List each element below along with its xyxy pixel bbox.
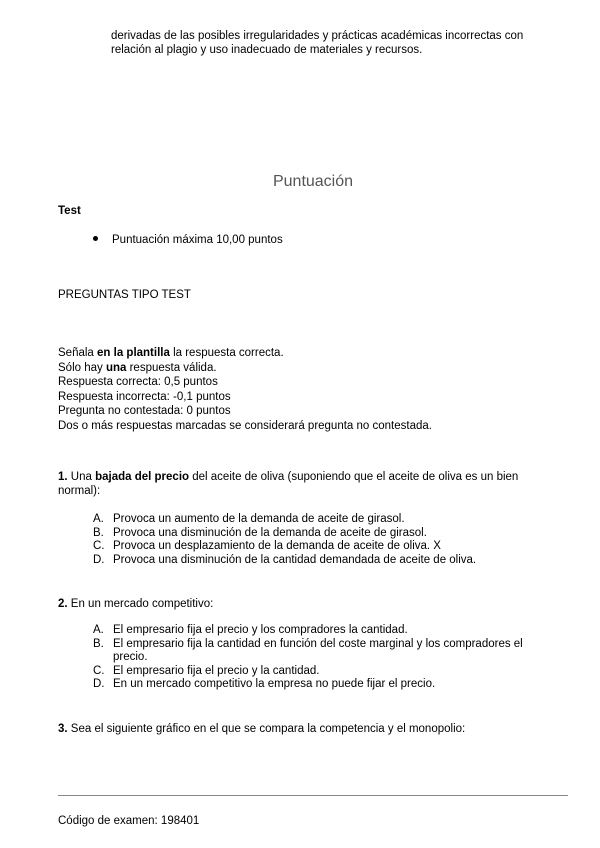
- instruction-line: Sólo hay una respuesta válida.: [58, 361, 217, 374]
- option-c: C. El empresario fija el precio y la cantidad.: [93, 664, 320, 677]
- question-3: 3. Sea el siguiente gráfico en el que se compara la competencia y el monopolio:: [58, 723, 466, 735]
- emphasis: una: [105, 361, 127, 374]
- questions-subheading: PREGUNTAS TIPO TEST: [58, 289, 191, 301]
- option-a: A. Provoca un aumento de la demanda de aceite de girasol.: [93, 513, 405, 525]
- emphasis: bajada del precio: [95, 471, 190, 483]
- emphasis: en la plantilla: [97, 347, 170, 359]
- instruction-line: Respuesta incorrecta: -0,1 puntos: [58, 390, 231, 403]
- option-d: D. Provoca una disminución de la cantidad demandada de aceite de oliva.: [93, 553, 477, 566]
- option-d: D. En un mercado competitivo la empresa no puede fijar el precio.: [93, 678, 436, 691]
- option-a: A. El empresario fija el precio y los compradores la cantidad.: [93, 624, 408, 636]
- max-score-text: Puntuación máxima 10,00 puntos: [112, 234, 283, 246]
- bullet-icon: [93, 236, 98, 241]
- instructions: [58, 346, 578, 434]
- question-1: 1. Una bajada del precio del aceite de oliva (suponiendo que el aceite de oliva es un bien normal):: [58, 471, 519, 497]
- instruction-line: Señala en la plantilla la respuesta correcta.: [58, 347, 284, 359]
- footer-divider: [58, 795, 568, 796]
- instruction-line: Dos o más respuestas marcadas se considerará pregunta no contestada.: [58, 419, 432, 432]
- question-number: 2.: [58, 598, 68, 610]
- max-score-item: [93, 234, 283, 246]
- option-b: B. El empresario fija la cantidad en función del coste marginal y los compradores el precio.: [93, 637, 523, 664]
- option-b: B. Provoca una disminución de la demanda de aceite de girasol.: [93, 526, 427, 539]
- exam-code: Código de examen: 198401: [58, 815, 200, 827]
- question-2: 2. En un mercado competitivo:: [58, 598, 214, 610]
- section-title: Puntuación: [272, 173, 354, 190]
- question-1-options: [93, 513, 558, 567]
- question-number: 1.: [58, 471, 68, 483]
- instruction-line: Pregunta no contestada: 0 puntos: [58, 405, 231, 418]
- option-c: C. Provoca un desplazamiento de la demanda de aceite de oliva. X: [93, 540, 441, 553]
- test-label: Test: [58, 205, 81, 217]
- question-number: 3.: [58, 723, 68, 735]
- instruction-line: Respuesta correcta: 0,5 puntos: [58, 376, 218, 389]
- question-2-options: [93, 624, 558, 692]
- intro-paragraph: derivadas de las posibles irregularidades y prácticas académicas incorrectas con relación al plagio y uso inadecuado de materiales y recursos.: [111, 30, 524, 56]
